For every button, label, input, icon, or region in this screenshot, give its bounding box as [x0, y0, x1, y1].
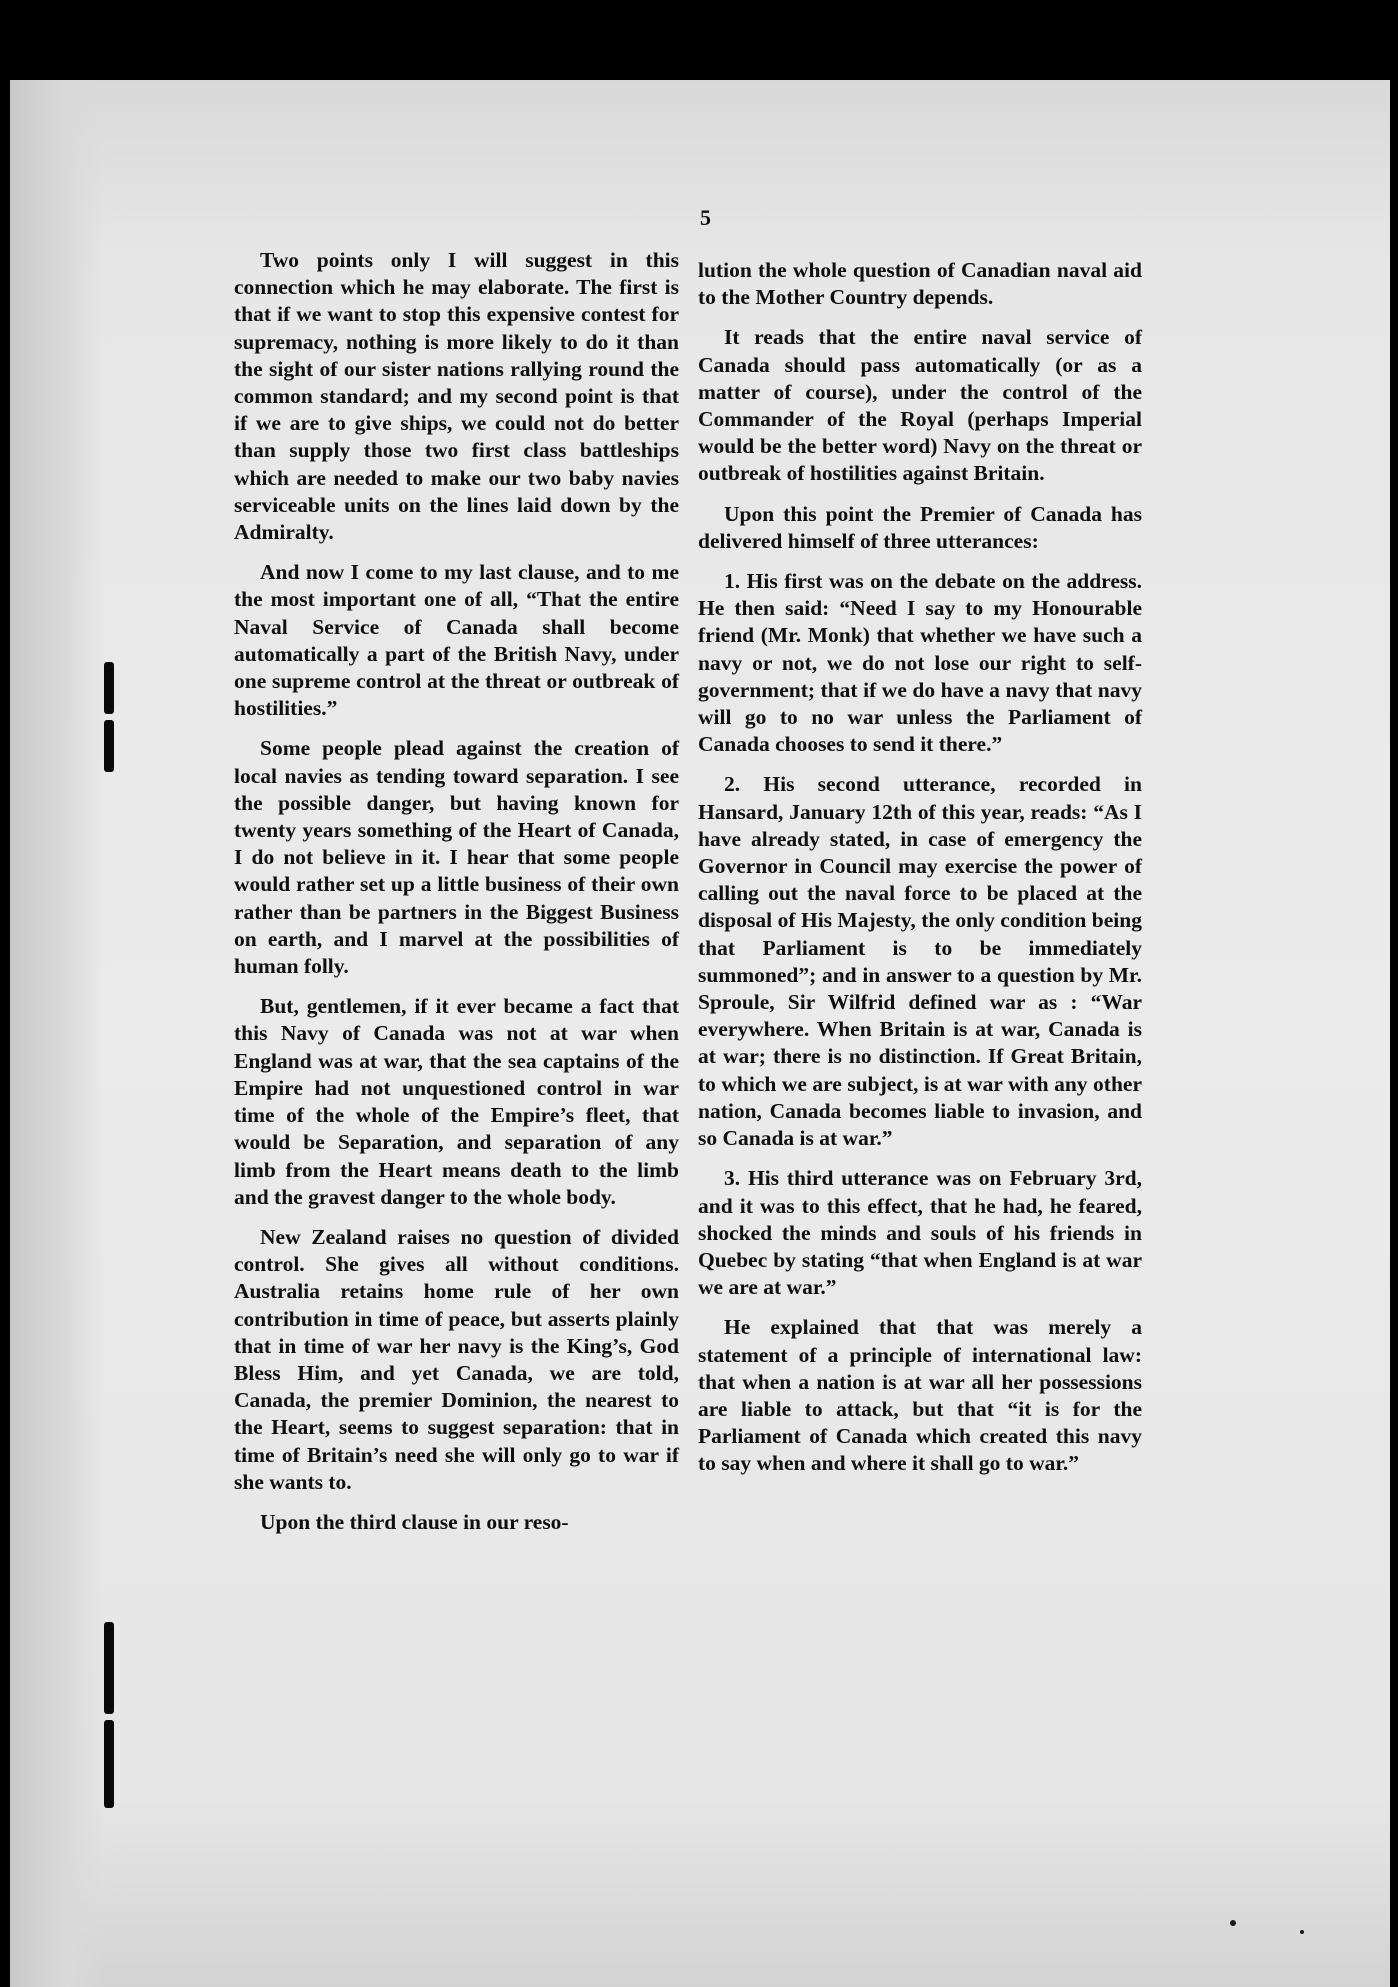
binding-mark	[104, 720, 114, 772]
paragraph: Two points only I will suggest in this connection which he may elaborate. The first is that if we want to stop this expensive contest for supremacy, nothing is more likely to do it than the sight of our sister nations rallying round the common standard; and my second point is that if we are to give ships, we could not do better than supply those two first class battleships which are needed to make our two baby navies serviceable units on the lines laid down by the Admiralty.	[234, 248, 679, 545]
paragraph: 2. His second utterance, recorded in Hansard, January 12th of this year, reads: “As I have already stated, in case of emergency the Governor in Council may exercise the power of calling out the naval force to be placed at the disposal of His Majesty, the only condition being that Parliament is to be immediately summoned”; and in answer to a question by Mr. Sproule, Sir Wilfrid defined war as : “War everywhere. When Britain is at war, Canada is at war; there is no distinction. If Great Britain, to which we are subject, is at war with any other nation, Canada becomes liable to invasion, and so Canada is at war.”	[698, 772, 1142, 1151]
paragraph-continuation: lution the whole question of Canadian naval aid to the Mother Country depends.	[698, 258, 1142, 310]
binding-mark	[104, 1720, 114, 1808]
paragraph: 1. His first was on the debate on the address. He then said: “Need I say to my Honourable friend (Mr. Monk) that whether we have such a navy or not, we do not lose our right to self-government; that if we do have a navy that navy will go to no war unless the Parliament of Canada chooses to send it there.”	[698, 569, 1142, 757]
paragraph: And now I come to my last clause, and to me the most important one of all, “That the entire Naval Service of Canada shall become automatically a part of the British Navy, under one supreme control at the threat or outbreak of hostilities.”	[234, 560, 679, 721]
binding-mark	[104, 662, 114, 714]
paper-edge-shadow	[10, 80, 105, 1987]
paragraph: New Zealand raises no question of divided control. She gives all without conditions. Australia retains home rule of her own contribution in time of peace, but asserts plainly that in time of war her navy is the King’s, God Bless Him, and yet Canada, we are told, Canada, the premier Dominion, the nearest to the Heart, seems to suggest separation: that in time of Britain’s need she will only go to war if she wants to.	[234, 1224, 679, 1494]
paragraph: It reads that the entire naval service of Canada should pass automatically (or as a matter of course), under the control of the Commander of the Royal (perhaps Imperial would be the better word) Navy on the threat or outbreak of hostilities against Britain.	[698, 325, 1142, 486]
right-text-column	[698, 257, 1142, 1491]
scan-speck	[1300, 1930, 1304, 1934]
binding-mark	[104, 1622, 114, 1714]
paragraph: He explained that that was merely a statement of a principle of international law: that when a nation is at war all her possessions are liable to attack, but that “it is for the Parliament of Canada which created this navy to say when and where it shall go to war.”	[698, 1315, 1142, 1476]
paragraph: 3. His third utterance was on February 3rd, and it was to this effect, that he had, he feared, shocked the minds and souls of his friends in Quebec by stating “that when England is at war we are at war.”	[698, 1166, 1142, 1300]
paragraph: Upon the third clause in our reso-	[260, 1509, 569, 1534]
paragraph: But, gentlemen, if it ever became a fact that this Navy of Canada was not at war when England was at war, that the sea captains of the Empire had not unquestioned control in war time of the whole of the Empire’s fleet, that would be Separation, and separation of any limb from the Heart means death to the limb and the gravest danger to the whole body.	[234, 994, 679, 1209]
left-text-column	[234, 247, 679, 1549]
paper-sheet	[10, 80, 1390, 1987]
paragraph: Some people plead against the creation of local navies as tending toward separation. I see the possible danger, but having known for twenty years something of the Heart of Canada, I do not believe in it. I hear that some people would rather set up a little business of their own rather than be partners in the Biggest Business on earth, and I marvel at the possibilities of human folly.	[234, 736, 679, 979]
paragraph: Upon this point the Premier of Canada has delivered himself of three utterances:	[698, 501, 1142, 553]
scan-speck	[1230, 1920, 1236, 1926]
page-number: 5	[700, 205, 711, 230]
